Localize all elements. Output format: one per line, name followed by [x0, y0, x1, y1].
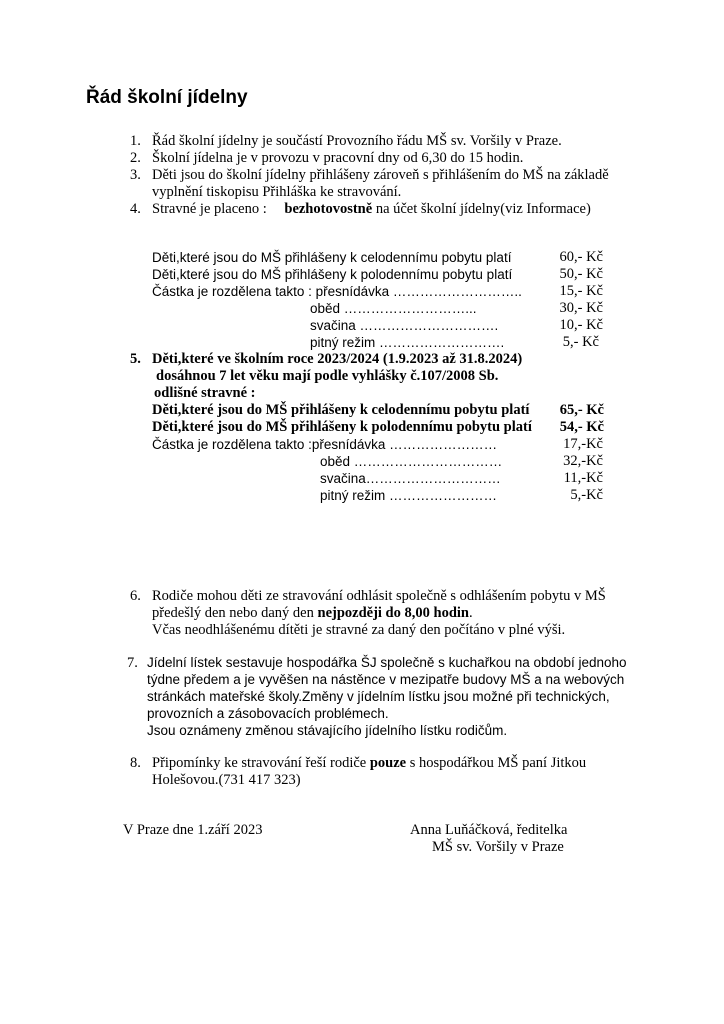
- rule-1-number: 1.: [130, 133, 141, 149]
- rule-3-number: 3.: [130, 167, 141, 183]
- price-lunch-value: 30,- Kč: [559, 300, 603, 316]
- rule-4-bold: bezhotovostně: [284, 201, 373, 217]
- rule-4-text: [152, 201, 591, 218]
- rule-8-emphasis: pouze: [369, 755, 407, 771]
- rule-8-line-1: [152, 755, 586, 772]
- price2-half-day-label: Děti,které jsou do MŠ přihlášeny k polodennímu pobytu platí: [152, 419, 532, 435]
- rule-5-line-3: odlišné stravné :: [154, 385, 256, 401]
- price2-half-day-value: 54,- Kč: [559, 419, 604, 435]
- price2-snack-value: 17,-Kč: [563, 436, 603, 452]
- rule-6-line-2-pre: předešlý den nebo daný den: [152, 605, 314, 621]
- price-svacina-value: 10,- Kč: [559, 317, 603, 333]
- rule-8-line-2: Holešovou.(731 417 323): [152, 772, 301, 788]
- price2-split-label: Částka je rozdělena takto :přesnídávka ……………………: [152, 437, 498, 452]
- price-half-day-label: Děti,které jsou do MŠ přihlášeny k polodennímu pobytu platí: [152, 267, 513, 282]
- rule-5-number: 5.: [130, 351, 141, 367]
- price-full-day-value: 60,- Kč: [559, 249, 603, 265]
- rule-7-line-2: týdne předem a je vyvěšen na nástěnce v mezipatře budovy MŠ a na webových: [147, 672, 625, 687]
- rule-4-rest: na účet školní jídelny(viz Informace): [375, 201, 591, 217]
- rule-8-line-1-post: s hospodářkou MŠ paní Jitkou: [409, 755, 587, 771]
- price-svacina-label: svačina ………………………….: [310, 318, 499, 333]
- price-split-label: Částka je rozdělena takto : přesnídávka ………………………..: [152, 284, 522, 299]
- rule-1-text: Řád školní jídelny je součástí Provozního řádu MŠ sv. Voršily v Praze.: [152, 133, 562, 149]
- price-drinks-label: pitný režim ……………………….: [310, 335, 505, 350]
- price2-svacina-label: svačina…………………………: [320, 471, 501, 486]
- page-title: Řád školní jídelny: [86, 87, 248, 108]
- rule-6-line-1: Rodiče mohou děti ze stravování odhlásit společně s odhlášením pobytu v MŠ: [152, 588, 606, 604]
- rule-8-line-1-pre: Připomínky ke stravování řeší rodiče: [152, 755, 367, 771]
- rule-6-line-2-post: .: [468, 605, 473, 621]
- rule-7-number: 7.: [127, 655, 138, 671]
- price-snack-value: 15,- Kč: [559, 283, 603, 299]
- rule-7-line-4: provozních a zásobovacích problémech.: [147, 706, 389, 721]
- price2-svacina-value: 11,-Kč: [563, 470, 603, 486]
- price-lunch-label: oběd ………………………...: [310, 301, 477, 316]
- price-full-day-label: Děti,které jsou do MŠ přihlášeny k celodennímu pobytu platí: [152, 250, 512, 265]
- rule-2-text: Školní jídelna je v provozu v pracovní dny od 6,30 do 15 hodin.: [152, 150, 524, 166]
- rule-6-line-2: [152, 605, 473, 622]
- price-drinks-value: 5,- Kč: [562, 334, 599, 350]
- rule-5-line-1: Děti,které ve školním roce 2023/2024 (1.9.2023 až 31.8.2024): [152, 351, 523, 367]
- price-half-day-value: 50,- Kč: [559, 266, 603, 282]
- rule-6-line-3: Včas neodhlášenému dítěti je stravné za daný den počítáno v plné výši.: [152, 622, 566, 638]
- rule-7-line-5: Jsou oznámeny změnou stávajícího jídelního lístku rodičům.: [147, 723, 508, 738]
- place-date: V Praze dne 1.září 2023: [123, 822, 263, 838]
- price2-lunch-value: 32,-Kč: [563, 453, 603, 469]
- price2-full-day-label: Děti,které jsou do MŠ přihlášeny k celodennímu pobytu platí: [152, 402, 530, 418]
- rule-5-line-2: dosáhnou 7 let věku mají podle vyhlášky č.107/2008 Sb.: [156, 368, 499, 384]
- price2-lunch-label: oběd ……………………………: [320, 454, 503, 469]
- rule-4-lead: Stravné je placeno :: [152, 201, 267, 217]
- rule-7-line-3: stránkách mateřské školy.Změny v jídelním lístku jsou možné při technických,: [147, 689, 610, 704]
- price2-full-day-value: 65,- Kč: [559, 402, 604, 418]
- rule-7-line-1: Jídelní lístek sestavuje hospodářka ŠJ společně s kuchařkou na období jednoho: [147, 655, 627, 670]
- rule-6-number: 6.: [130, 588, 141, 604]
- rule-4-number: 4.: [130, 201, 141, 217]
- signature-organization: MŠ sv. Voršily v Praze: [432, 839, 564, 855]
- rule-6-deadline: nejpozději do 8,00 hodin: [317, 605, 469, 621]
- price2-drinks-value: 5,-Kč: [570, 487, 603, 503]
- rule-3-line-1: Děti jsou do školní jídelny přihlášeny zároveň s přihlášením do MŠ na základě: [152, 167, 609, 183]
- rule-2-number: 2.: [130, 150, 141, 166]
- rule-3-line-2: vyplnění tiskopisu Přihláška ke stravování.: [152, 184, 402, 200]
- price2-drinks-label: pitný režim ……………………: [320, 488, 498, 503]
- signature-name: Anna Luňáčková, ředitelka: [410, 822, 568, 838]
- rule-8-number: 8.: [130, 755, 141, 771]
